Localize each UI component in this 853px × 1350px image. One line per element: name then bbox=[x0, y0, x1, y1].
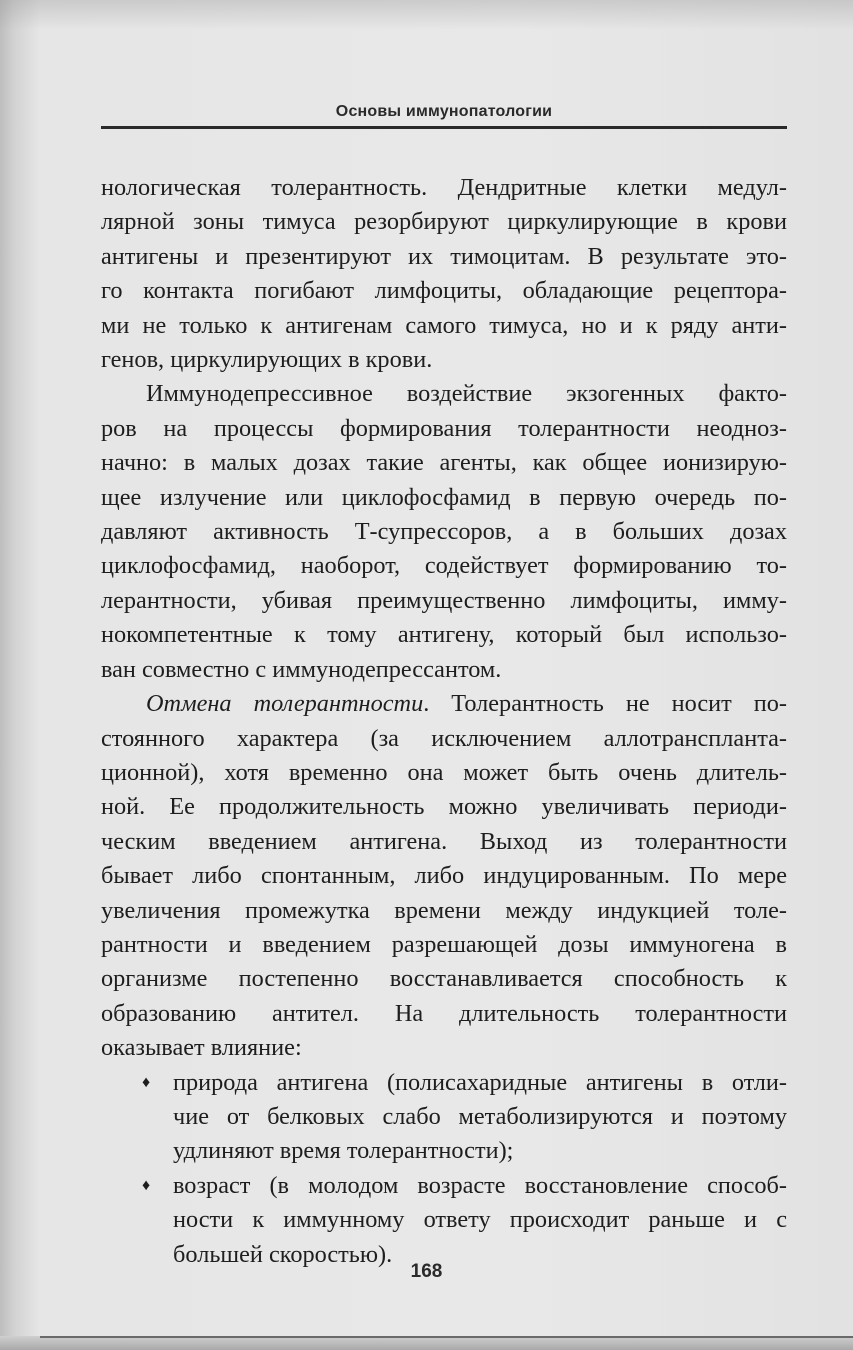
page-number: 168 bbox=[410, 1261, 443, 1282]
text-line: го контакта погибают лимфоциты, обладающие рецептора- bbox=[101, 277, 787, 305]
page-edge-line bbox=[40, 1336, 853, 1338]
text-line: ван совместно с иммунодепрессантом. bbox=[101, 655, 502, 683]
text-line: бывает либо спонтанным, либо индуцированным. По мере bbox=[101, 862, 787, 890]
body-text bbox=[101, 171, 787, 1272]
paragraph-1 bbox=[101, 171, 787, 377]
text-line: ров на процессы формирования толерантности неодноз- bbox=[101, 414, 787, 442]
text-line: увеличения промежутка времени между индукцией толе- bbox=[101, 896, 787, 924]
text-line: чие от белковых слабо метаболизируются и поэтому bbox=[173, 1102, 787, 1130]
page-bottom-edge bbox=[0, 1336, 853, 1350]
running-header-title: Основы иммунопатологии bbox=[335, 103, 553, 120]
text-line: лярной зоны тимуса резорбируют циркулирующие в крови bbox=[101, 208, 787, 236]
running-header bbox=[101, 100, 787, 129]
text-line: щее излучение или циклофосфамид в первую очередь по- bbox=[101, 483, 787, 511]
text-line: нологическая толерантность. Дендритные клетки медул- bbox=[101, 174, 787, 201]
text-line: оказывает влияние: bbox=[101, 1034, 302, 1062]
text-line: генов, циркулирующих в крови. bbox=[101, 346, 433, 374]
diamond-bullet-icon: ♦ bbox=[142, 1176, 151, 1194]
text-line: нокомпетентные к тому антигену, который был использо- bbox=[101, 621, 787, 649]
text-line: циклофосфамид, наоборот, содействует формированию то- bbox=[101, 552, 787, 580]
text-line: ми не только к антигенам самого тимуса, но и к ряду анти- bbox=[101, 311, 787, 339]
text-line: природа антигена (полисахаридные антигены в отли- bbox=[173, 1068, 787, 1096]
diamond-bullet-icon: ♦ bbox=[142, 1073, 151, 1091]
text-line: Иммунодепрессивное воздействие экзогенных факто- bbox=[146, 380, 787, 408]
text-line-with-heading bbox=[101, 687, 787, 721]
text-line: организме постепенно восстанавливается способность к bbox=[101, 965, 787, 993]
text-line: лерантности, убивая преимущественно лимфоциты, имму- bbox=[101, 586, 787, 614]
paragraph-2 bbox=[101, 377, 787, 687]
run-in-heading: Отмена толерантности bbox=[146, 690, 424, 718]
paragraph-3 bbox=[101, 687, 787, 1065]
text-line: стоянного характера (за исключением аллотранспланта- bbox=[101, 724, 787, 752]
list-item bbox=[142, 1066, 787, 1169]
text-line: удлиняют время толерантности); bbox=[173, 1137, 514, 1165]
text-line: рантности и введением разрешающей дозы иммуногена в bbox=[101, 930, 787, 958]
text-line: давляют активность Т-супрессоров, а в больших дозах bbox=[101, 518, 787, 546]
bullet-list bbox=[101, 1066, 787, 1272]
text-run: . Толерантность не носит по- bbox=[423, 690, 788, 718]
text-line: ности к иммунному ответу происходит раньше и с bbox=[173, 1206, 787, 1234]
scan-shadow bbox=[0, 0, 853, 30]
text-line: ческим введением антигена. Выход из толерантности bbox=[101, 827, 787, 855]
list-item bbox=[142, 1169, 787, 1272]
text-line: большей скоростью). bbox=[173, 1240, 393, 1268]
text-line: ционной), хотя временно она может быть очень длитель- bbox=[101, 758, 787, 786]
text-line: возраст (в молодом возрасте восстановление способ- bbox=[173, 1171, 787, 1199]
text-line: антигены и презентируют их тимоцитам. В результате это- bbox=[101, 242, 787, 270]
text-line: ной. Ее продолжительность можно увеличивать периоди- bbox=[101, 793, 787, 821]
text-line: образованию антител. На длительность толерантности bbox=[101, 999, 787, 1027]
text-line: начно: в малых дозах такие агенты, как общее ионизирую- bbox=[101, 449, 787, 477]
